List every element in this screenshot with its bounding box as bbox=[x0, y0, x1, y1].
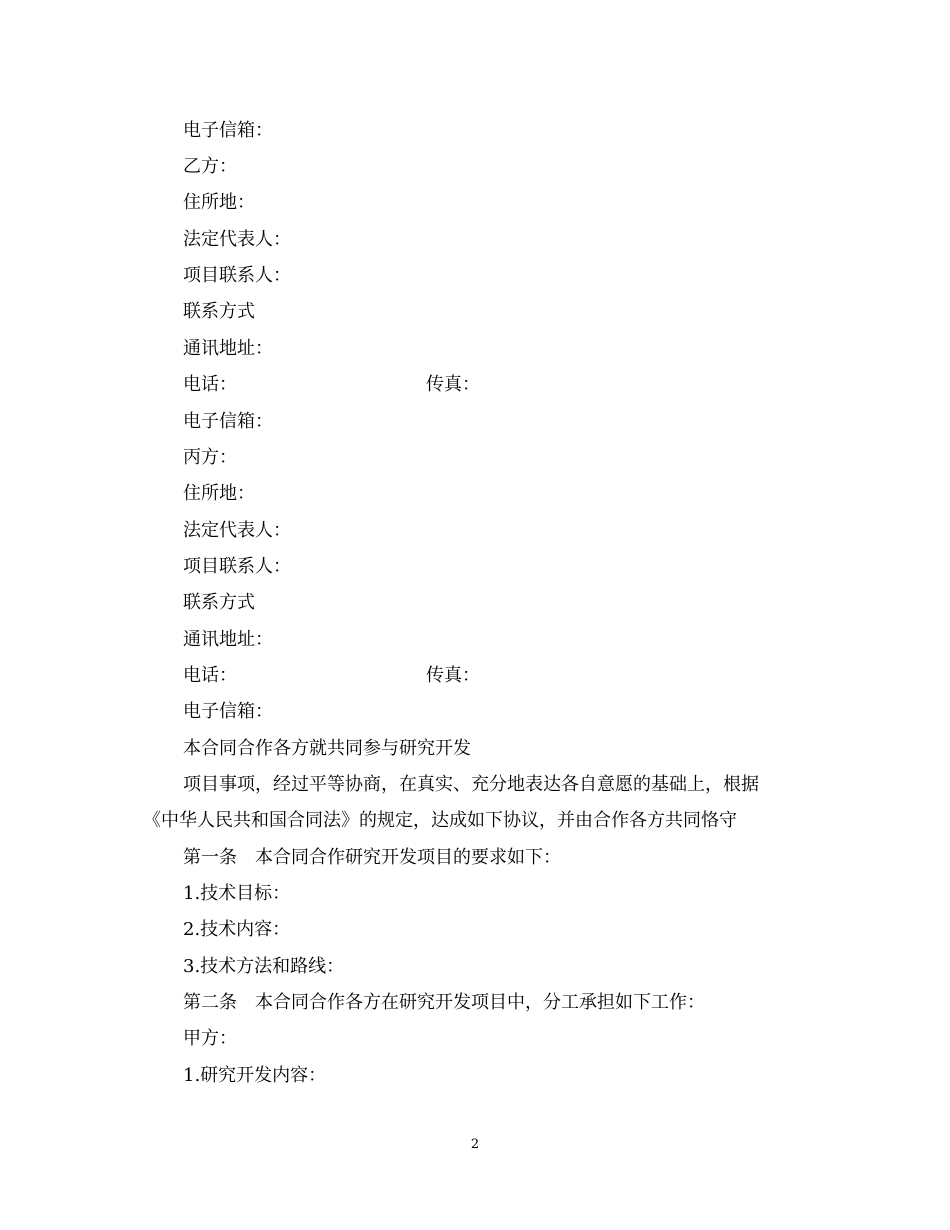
line-project-contact: 项目联系人： bbox=[183, 556, 291, 577]
line-party-a: 甲方： bbox=[183, 1028, 237, 1049]
line-phone: 电话： bbox=[183, 374, 237, 395]
list-item-tech-content: 2.技术内容： bbox=[183, 919, 291, 940]
line-email-label: 电子信箱： bbox=[183, 120, 273, 141]
line-email-label: 电子信箱： bbox=[183, 411, 273, 432]
line-legal-rep: 法定代表人： bbox=[183, 229, 291, 250]
list-item-tech-method: 3.技术方法和路线： bbox=[183, 956, 345, 977]
line-address: 住所地： bbox=[183, 483, 255, 504]
line-mail-address: 通讯地址： bbox=[183, 629, 273, 650]
list-item-tech-goal: 1.技术目标： bbox=[183, 883, 291, 904]
line-email-label: 电子信箱： bbox=[183, 701, 273, 722]
page-number: 2 bbox=[470, 1137, 480, 1152]
line-legal-rep: 法定代表人： bbox=[183, 520, 291, 541]
article-two-heading: 第二条 本合同合作各方在研究开发项目中，分工承担如下工作： bbox=[183, 992, 705, 1013]
line-mail-address: 通讯地址： bbox=[183, 338, 273, 359]
paragraph-contract-law: 《中华人民共和国合同法》的规定，达成如下协议，并由合作各方共同恪守 bbox=[143, 810, 737, 831]
line-fax: 传真： bbox=[426, 374, 480, 395]
line-party-b: 乙方： bbox=[183, 156, 237, 177]
line-fax: 传真： bbox=[426, 665, 480, 686]
article-one-heading: 第一条 本合同合作研究开发项目的要求如下： bbox=[183, 847, 561, 868]
line-party-c: 丙方： bbox=[183, 447, 237, 468]
line-phone: 电话： bbox=[183, 665, 237, 686]
list-item-rd-content: 1.研究开发内容： bbox=[183, 1065, 327, 1086]
paragraph-negotiation: 项目事项，经过平等协商，在真实、充分地表达各自意愿的基础上，根据 bbox=[183, 774, 759, 795]
line-project-contact: 项目联系人： bbox=[183, 265, 291, 286]
line-contact-method: 联系方式 bbox=[183, 592, 255, 613]
paragraph-intro: 本合同合作各方就共同参与研究开发 bbox=[183, 738, 471, 759]
line-address: 住所地： bbox=[183, 192, 255, 213]
line-contact-method: 联系方式 bbox=[183, 301, 255, 322]
